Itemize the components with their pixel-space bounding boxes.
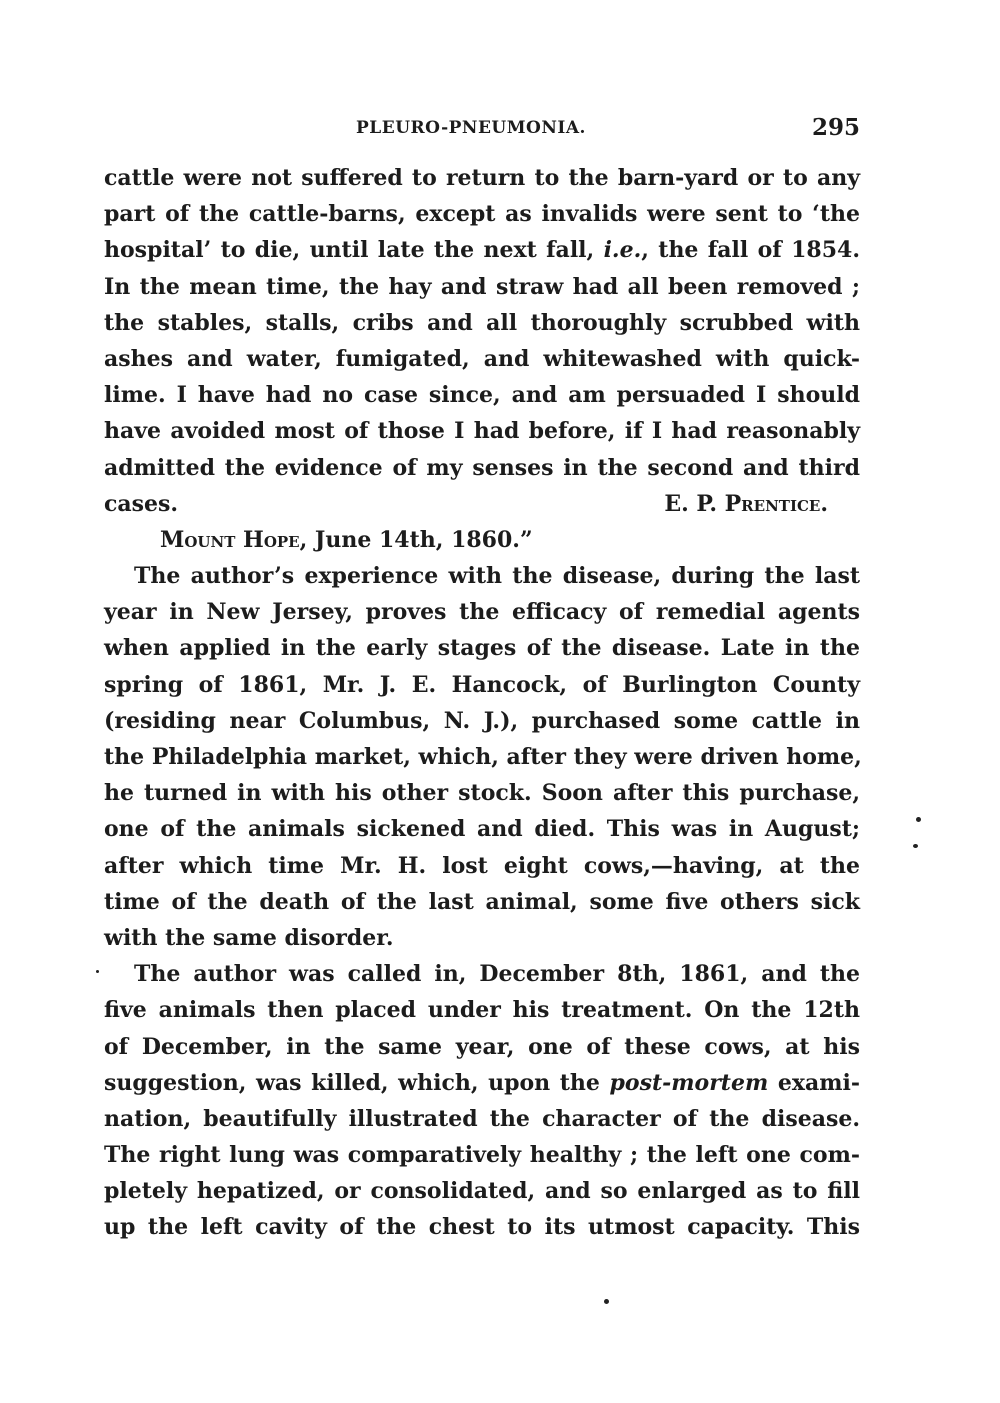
italic-abbreviation: i.e. (603, 237, 642, 264)
text-line: pletely hepatized, or consolidated, and so enlarged as to fill (104, 1178, 860, 1205)
text-line (104, 232, 860, 268)
dateline-place: Mount Hope, (160, 526, 308, 553)
running-title: PLEURO-PNEUMONIA. (356, 118, 586, 138)
text-fragment: cases. (104, 490, 179, 517)
dateline-date: June 14th, 1860.” (307, 526, 533, 553)
text-line: cattle were not suffered to return to the barn-yard or to any (104, 165, 860, 191)
dateline (104, 522, 860, 558)
text-fragment: exami- (768, 1069, 860, 1096)
text-line: part of the cattle-barns, except as invalids were sent to ‘the (104, 201, 860, 228)
text-fragment: , the fall of 1854. (641, 237, 860, 264)
text-line: (residing near Columbus, N. J.), purchased some cattle in (104, 707, 860, 734)
text-line: up the left cavity of the chest to its utmost capacity. This (104, 1214, 860, 1241)
text-line: after which time Mr. H. lost eight cows,—having, at the (104, 852, 860, 879)
text-line: admitted the evidence of my senses in the second and third (104, 454, 860, 481)
text-line: time of the death of the last animal, some five others sick (104, 888, 860, 915)
scan-speck (96, 970, 99, 973)
text-line: year in New Jersey, proves the efficacy of remedial agents (104, 599, 860, 626)
signature: E. P. Prentice. (664, 490, 828, 517)
text-line: of December, in the same year, one of these cows, at his (104, 1033, 860, 1060)
body-text (104, 160, 860, 1246)
text-line: five animals then placed under his treatment. On the 12th (104, 997, 860, 1024)
scan-speck (913, 844, 918, 848)
signature-line (104, 486, 860, 522)
text-line: The right lung was comparatively healthy ; the left one com- (104, 1142, 860, 1169)
running-head (104, 114, 860, 144)
scan-speck (604, 1299, 609, 1304)
text-line: lime. I have had no case since, and am persuaded I should (104, 382, 860, 409)
text-line: nation, beautifully illustrated the character of the disease. (104, 1105, 860, 1132)
text-line: The author’s experience with the disease, during the last (134, 563, 860, 590)
text-line (104, 1065, 860, 1101)
text-line: the Philadelphia market, which, after they were driven home, (104, 744, 862, 770)
italic-term: post-mortem (609, 1069, 769, 1096)
text-fragment: suggestion, was killed, which, upon the (104, 1069, 610, 1096)
text-line: The author was called in, December 8th, 1861, and the (134, 961, 860, 988)
text-line: when applied in the early stages of the disease. Late in the (104, 635, 860, 662)
text-line: one of the animals sickened and died. This was in August; (104, 816, 860, 843)
scan-speck (916, 817, 921, 822)
text-line: the stables, stalls, cribs and all thoroughly scrubbed with (104, 309, 860, 336)
text-line: spring of 1861, Mr. J. E. Hancock, of Burlington County (104, 671, 860, 698)
text-line: have avoided most of those I had before, if I had reasonably (104, 418, 860, 445)
text-line: ashes and water, fumigated, and whitewashed with quick- (104, 345, 860, 372)
page-number: 295 (811, 114, 860, 141)
text-line: In the mean time, the hay and straw had all been removed ; (104, 273, 860, 300)
text-line: he turned in with his other stock. Soon after this purchase, (104, 780, 860, 807)
text-line: with the same disorder. (104, 924, 394, 951)
text-fragment: hospital’ to die, until late the next fall, (104, 237, 604, 264)
